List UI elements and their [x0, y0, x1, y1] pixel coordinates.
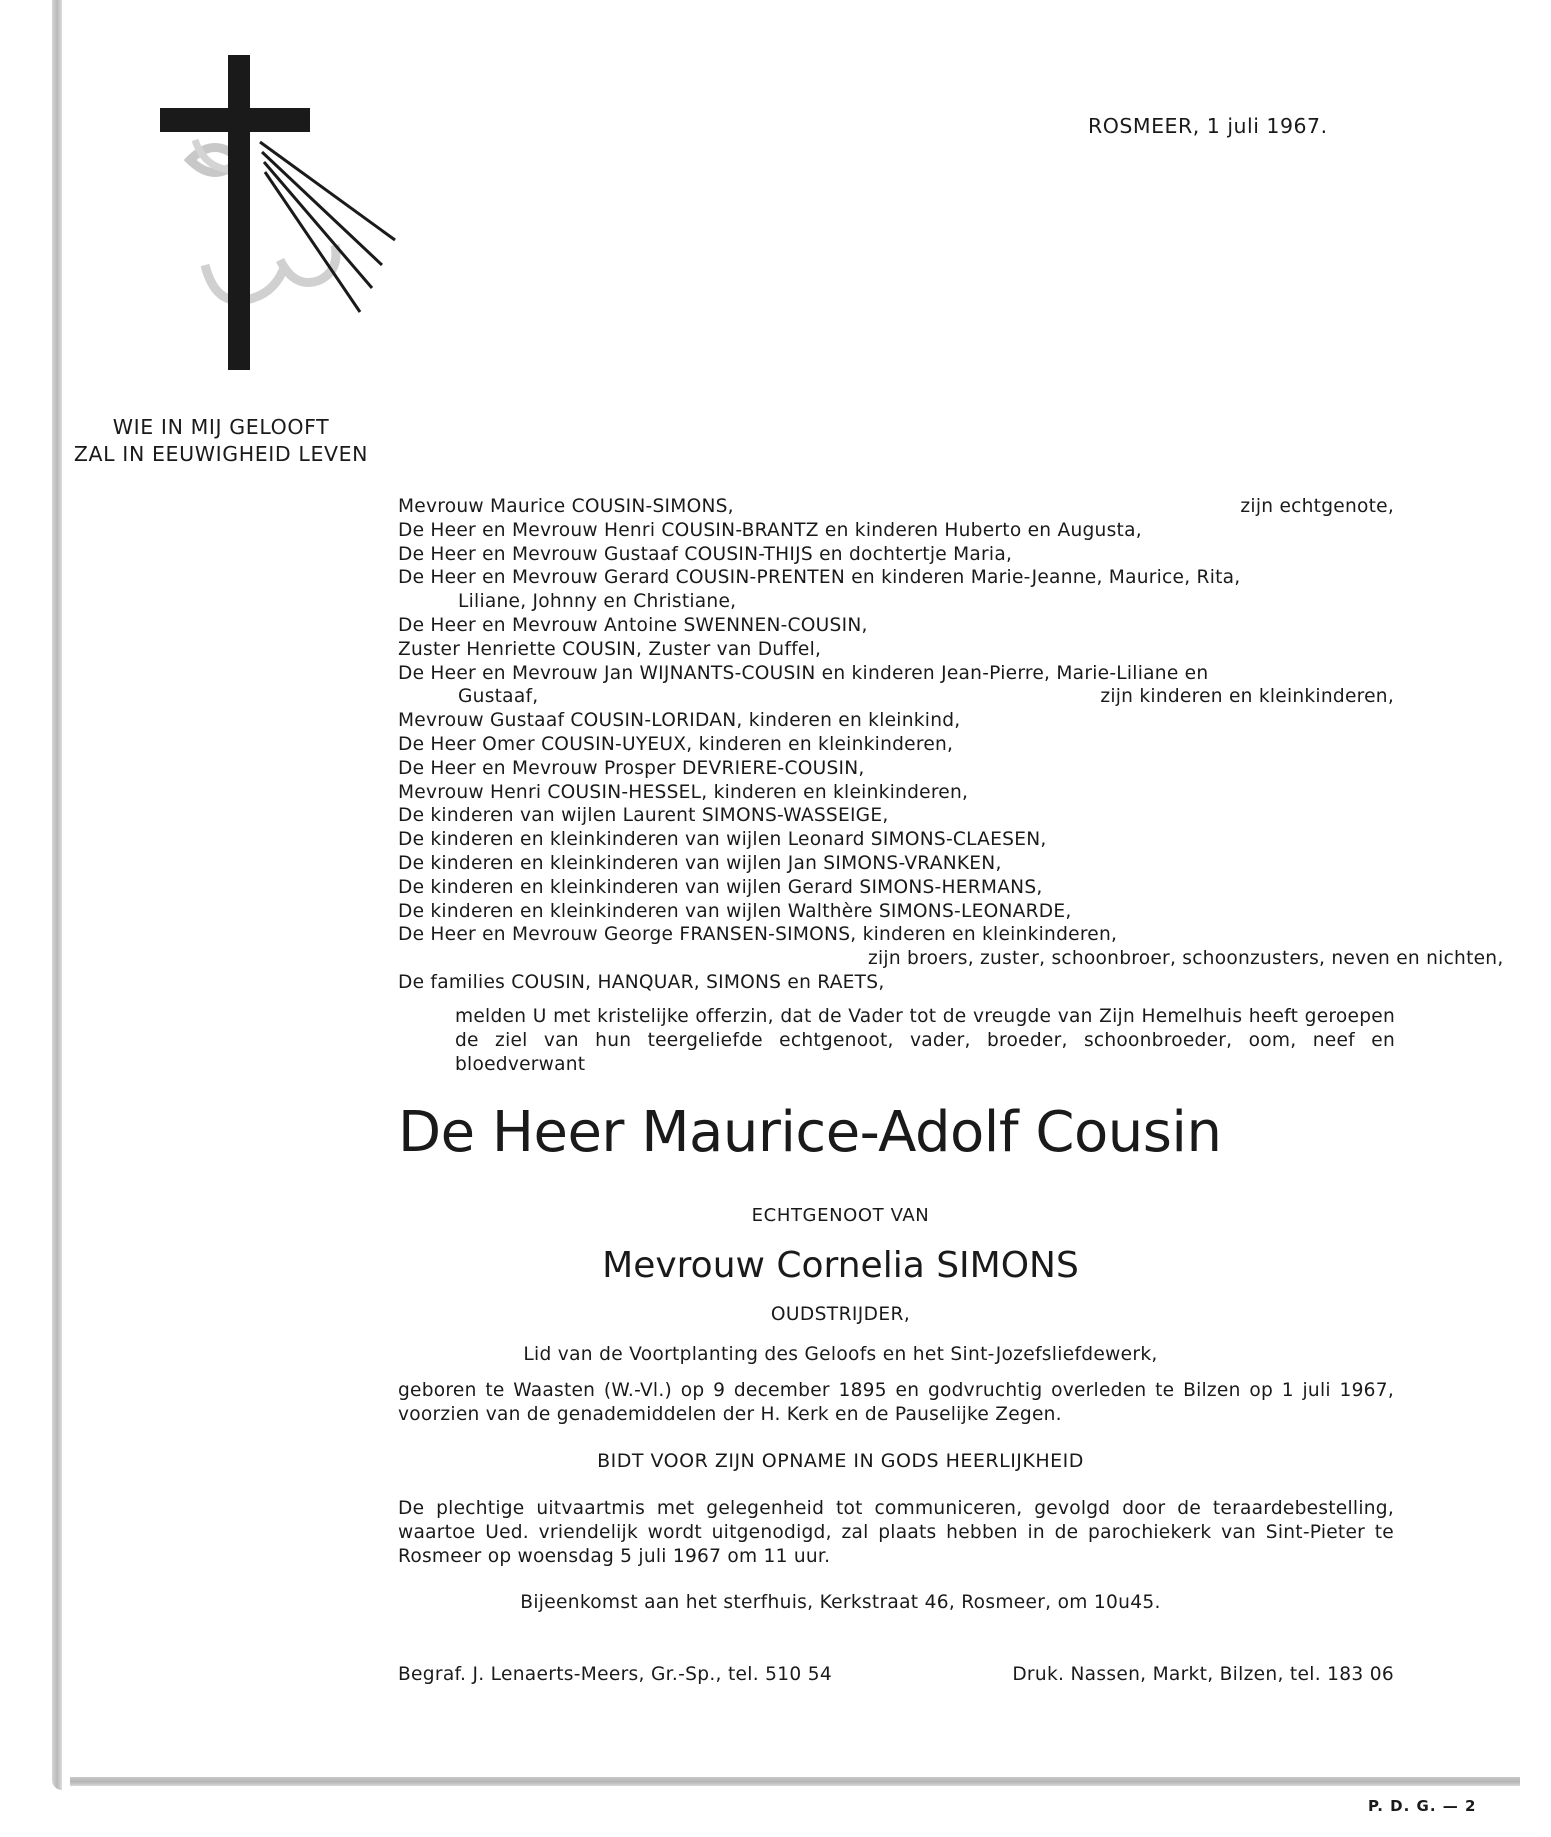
printer-info: Druk. Nassen, Markt, Bilzen, tel. 183 06	[1012, 1664, 1394, 1685]
family-line-text: De kinderen van wijlen Laurent SIMONS-WASSEIGE,	[398, 805, 889, 827]
family-line-text: De Heer en Mevrouw Antoine SWENNEN-COUSIN,	[398, 614, 868, 636]
family-line-text: De kinderen en kleinkinderen van wijlen Walthère SIMONS-LEONARDE,	[398, 900, 1072, 922]
family-line	[398, 543, 1394, 567]
family-line	[398, 876, 1394, 900]
family-line	[398, 804, 1394, 828]
family-line	[398, 923, 1394, 947]
family-line	[398, 638, 1394, 662]
family-list	[398, 495, 1504, 995]
family-line-text: De Heer en Mevrouw Henri COUSIN-BRANTZ en kinderen Huberto en Augusta,	[398, 519, 1142, 541]
family-line-text: Liliane, Johnny en Christiane,	[458, 591, 737, 613]
motto-line-2: ZAL IN EEUWIGHEID LEVEN	[73, 442, 369, 466]
family-line	[398, 781, 1394, 805]
family-line-text: Mevrouw Gustaaf COUSIN-LORIDAN, kinderen en kleinkind,	[398, 710, 961, 732]
family-line-text: De kinderen en kleinkinderen van wijlen Leonard SIMONS-CLAESEN,	[398, 829, 1047, 851]
place-date: ROSMEER, 1 juli 1967.	[1088, 114, 1328, 138]
funeral-details: De plechtige uitvaartmis met gelegenheid tot communiceren, gevolgd door de teraardebestelling, waartoe Ued. vriendelijk wordt uitgenodigd, zal plaats hebben in de parochiekerk van Sint-Pieter te Rosmeer op woensdag 5 juli 1967 om 11 uur.	[398, 1498, 1394, 1567]
family-relation: zijn broers, zuster, schoonbroer, schoonzusters, neven en nichten,	[868, 948, 1504, 970]
family-line-text: Zuster Henriette COUSIN, Zuster van Duffel,	[398, 638, 822, 660]
family-line-text: Gustaaf,	[458, 686, 539, 708]
family-line	[398, 685, 1394, 709]
family-line-text: De kinderen en kleinkinderen van wijlen Gerard SIMONS-HERMANS,	[398, 876, 1043, 898]
family-relation: zijn echtgenote,	[1240, 496, 1394, 517]
footer	[398, 1664, 1394, 1685]
family-line	[398, 757, 1394, 781]
family-line	[398, 519, 1394, 543]
family-relation: zijn kinderen en kleinkinderen,	[1100, 686, 1394, 708]
family-line-text: De Heer Omer COUSIN-UYEUX, kinderen en kleinkinderen,	[398, 733, 954, 755]
family-line	[398, 971, 1394, 995]
motto-line-1: WIE IN MIJ GELOOFT	[112, 415, 330, 439]
document-code: P. D. G. — 2	[1368, 1797, 1477, 1815]
family-line	[398, 590, 1394, 614]
membership: Lid van de Voortplanting des Geloofs en het Sint-Jozefsliefdewerk,	[523, 1344, 1158, 1365]
family-line	[398, 852, 1394, 876]
deceased-name: De Heer Maurice-Adolf Cousin	[398, 1100, 1222, 1165]
motto	[62, 414, 380, 468]
family-line	[398, 828, 1394, 852]
family-line	[398, 709, 1394, 733]
family-line-text: Mevrouw Henri COUSIN-HESSEL, kinderen en kleinkinderen,	[398, 781, 969, 803]
family-line-text: De families COUSIN, HANQUAR, SIMONS en RAETS,	[398, 971, 885, 993]
announcement: melden U met kristelijke offerzin, dat de Vader tot de vreugde van Zijn Hemelhuis heeft geroepen de ziel van hun teergeliefde echtgenoot, vader, broeder, schoonbroeder, oom, neef en bloedverwant	[455, 1006, 1395, 1075]
family-line	[398, 566, 1394, 590]
birth-death-details: geboren te Waasten (W.-Vl.) op 9 december 1895 en godvruchtig overleden te Bilzen op 1 juli 1967, voorzien van de genademiddelen der H. Kerk en de Pauselijke Zegen.	[398, 1380, 1394, 1425]
family-line-text: De Heer en Mevrouw Prosper DEVRIERE-COUSIN,	[398, 757, 865, 779]
gathering-details: Bijeenkomst aan het sterfhuis, Kerkstraat 46, Rosmeer, om 10u45.	[520, 1592, 1161, 1613]
deceased-title: OUDSTRIJDER,	[770, 1304, 911, 1325]
family-line-text: De Heer en Mevrouw Gustaaf COUSIN-THIJS en dochtertje Maria,	[398, 543, 1013, 565]
family-line-text: Mevrouw Maurice COUSIN-SIMONS,	[398, 496, 734, 517]
border-left	[52, 0, 62, 1790]
border-bottom	[70, 1777, 1520, 1786]
family-line	[398, 495, 1394, 519]
family-line-text: De kinderen en kleinkinderen van wijlen Jan SIMONS-VRANKEN,	[398, 852, 1002, 874]
prayer-request: BIDT VOOR ZIJN OPNAME IN GODS HEERLIJKHEID	[597, 1450, 1084, 1472]
family-line-text: De Heer en Mevrouw Jan WIJNANTS-COUSIN en kinderen Jean-Pierre, Marie-Liliane en	[398, 662, 1209, 684]
spouse-label: ECHTGENOOT VAN	[751, 1205, 930, 1226]
family-line	[398, 662, 1394, 686]
family-line	[398, 947, 1504, 971]
family-line	[398, 614, 1394, 638]
family-line-text: De Heer en Mevrouw George FRANSEN-SIMONS, kinderen en kleinkinderen,	[398, 924, 1118, 946]
family-line-text: De Heer en Mevrouw Gerard COUSIN-PRENTEN en kinderen Marie-Jeanne, Maurice, Rita,	[398, 567, 1241, 589]
undertaker-info: Begraf. J. Lenaerts-Meers, Gr.-Sp., tel. 510 54	[398, 1664, 833, 1685]
spouse-name: Mevrouw Cornelia SIMONS	[602, 1245, 1079, 1286]
cross-icon	[150, 50, 400, 380]
family-line	[398, 733, 1394, 757]
family-line	[398, 900, 1394, 924]
